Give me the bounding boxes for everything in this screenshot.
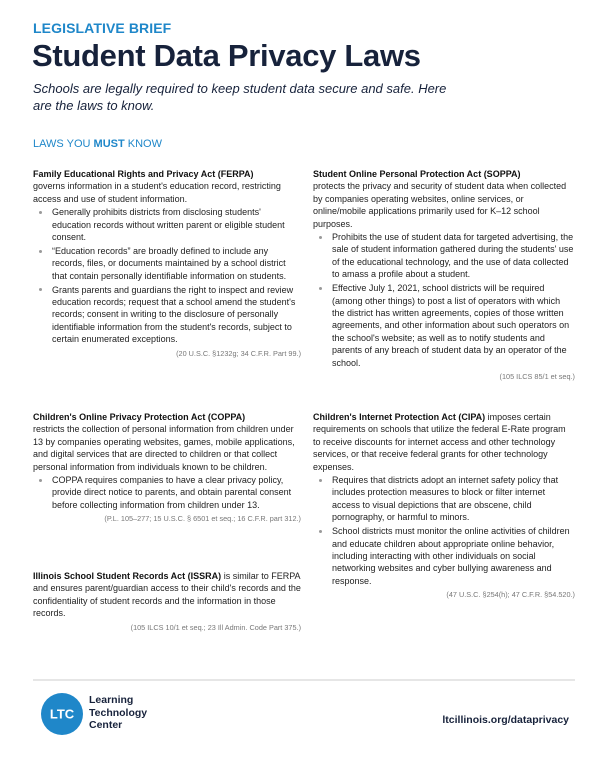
list-item: Generally prohibits districts from disclosing students' education records without written parent or eligible student consent.	[52, 206, 301, 243]
law-citation: (105 ILCS 85/1 et seq.)	[499, 372, 575, 381]
law-name: Children's Internet Protection Act (CIPA)	[313, 412, 486, 422]
law-cipa	[313, 411, 575, 602]
law-ferpa	[33, 168, 301, 360]
law-name: Student Online Personal Protection Act (SOPPA)	[313, 169, 521, 179]
law-description: Family Educational Rights and Privacy Act (FERPA) governs information in a student's education record, restricting access and use of student information.	[33, 169, 281, 204]
footer-link[interactable]: ltcillinois.org/dataprivacy	[442, 714, 569, 726]
section-label: LAWS YOU MUST KNOW	[33, 138, 162, 150]
law-description: Children's Online Privacy Protection Act (COPPA) restricts the collection of personal information from children under 13 by companies operating websites, games, mobile applications, and digital services that are directed to children or that collect personal information from individuals known to be children.	[33, 412, 295, 472]
law-issra	[33, 570, 301, 634]
law-coppa	[33, 411, 301, 526]
list-item: Effective July 1, 2021, school districts will be required (among other things) to post a list of operators with which the district has written agreements, copies of those written agreements, and other information about such operators on the school's website; as well as to notify students and parents of any breach of student data by an operator of the school.	[332, 282, 575, 369]
kicker-label: LEGISLATIVE BRIEF	[33, 20, 172, 36]
law-soppa	[313, 168, 575, 383]
law-citation: (20 U.S.C. §1232g; 34 C.F.R. Part 99.)	[176, 348, 301, 358]
law-citation: (47 U.S.C. §254(h); 47 C.F.R. §54.520.)	[446, 590, 575, 600]
law-citation: (P.L. 105–277; 15 U.S.C. § 6501 et seq.; 16 C.F.R. part 312.)	[104, 514, 301, 524]
logo-mark-text: LTC	[49, 706, 75, 722]
law-description: Illinois School Student Records Act (ISSRA) is similar to FERPA and ensures parent/guardian access to their child's records and the confidentiality of student records and the information in those records.	[33, 571, 301, 619]
law-name: Illinois School Student Records Act (ISSRA)	[33, 571, 222, 581]
footer-divider	[33, 679, 575, 681]
page-subtitle: Schools are legally required to keep student data secure and safe. Here are the laws to know.	[33, 81, 447, 113]
law-bullets	[313, 231, 575, 369]
law-bullets	[33, 474, 301, 511]
logo-wordmark: Learning Technology Center	[89, 694, 148, 731]
law-name: Family Educational Rights and Privacy Act (FERPA)	[33, 169, 254, 179]
list-item: Prohibits the use of student data for targeted advertising, the sale of student information gathered during the students' use of the educational technology, and the use of data collected to amass a profile about a student.	[332, 232, 574, 280]
ltc-logo-icon	[40, 692, 84, 736]
list-item: “Education records” are broadly defined to include any records, files, or documents maintained by a school district that contain personally identifiable information on students.	[52, 245, 301, 282]
list-item: Requires that districts adopt an internet safety policy that includes protection measures to block or filter internet access to visual depictions that are obscene, child pornography, or harmful to minors.	[332, 474, 575, 524]
list-item: School districts must monitor the online activities of children and educate children about appropriate online behavior, including interacting with other individuals on social networking websites and cyber bullying awareness and response.	[332, 525, 575, 587]
law-description: Children's Internet Protection Act (CIPA) imposes certain requirements on schools that utilize the federal E-Rate program to receive discounts for internet access and other technology services, or that receive federal grants for other technology expenses.	[313, 412, 566, 472]
law-bullets	[33, 206, 301, 345]
list-item: Grants parents and guardians the right to inspect and review education records; request that a school amend the student's records; consent in writing to the disclosure of personally identifiable information from the student's records, subject to certain enumerated exceptions.	[52, 284, 301, 346]
page-title: Student Data Privacy Laws	[32, 38, 421, 73]
law-bullets	[313, 474, 575, 587]
law-description: Student Online Personal Protection Act (SOPPA) protects the privacy and security of student data when collected by companies operating websites, online services, or online/mobile applications primarily used for K–12 school purposes.	[313, 169, 567, 229]
list-item: COPPA requires companies to have a clear privacy policy, provide direct notice to parents, and obtain parental consent before collecting information from children under 13.	[52, 474, 301, 511]
law-name: Children's Online Privacy Protection Act (COPPA)	[33, 412, 246, 422]
law-citation: (105 ILCS 10/1 et seq.; 23 Ill Admin. Code Part 375.)	[130, 622, 301, 632]
